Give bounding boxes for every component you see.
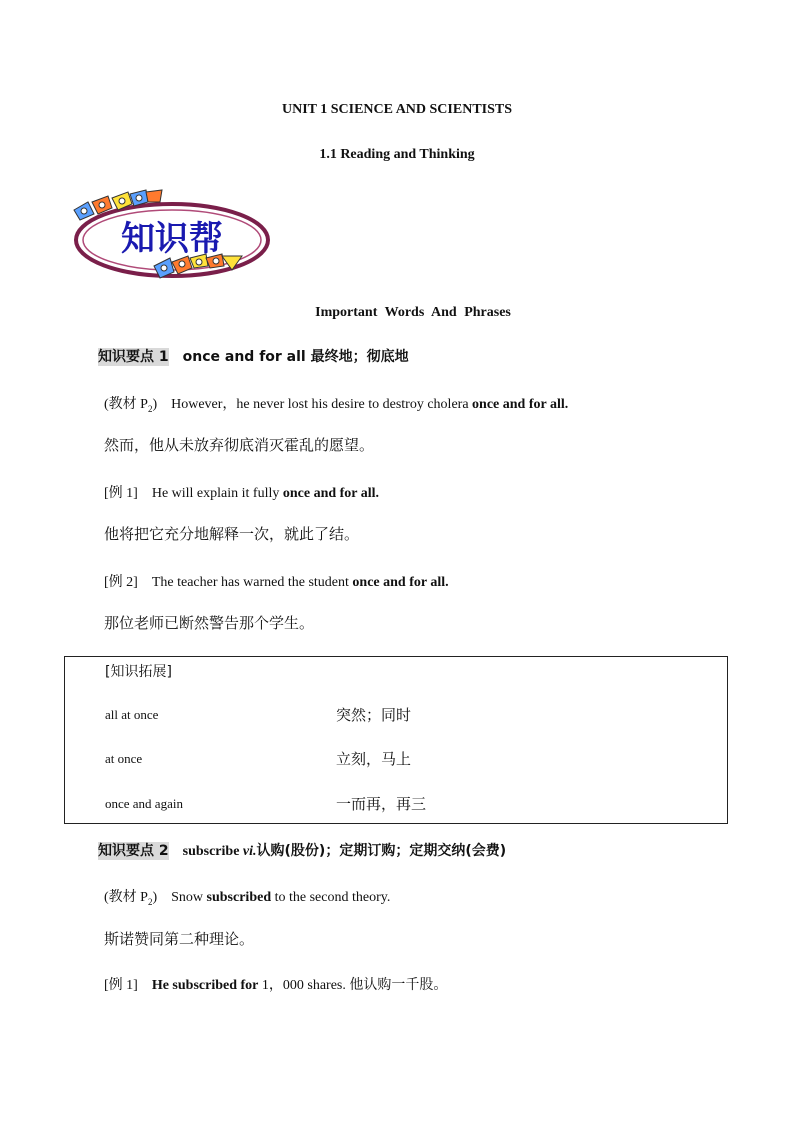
page-title: UNIT 1 SCIENCE AND SCIENTISTS	[281, 102, 513, 117]
knowledge-point-1	[98, 346, 409, 366]
example-2-1: [例 1] He subscribed for 1，000 shares. 他认购一千股。	[104, 978, 448, 993]
example-1-translation: 他将把它充分地解释一次，就此了结。	[104, 525, 360, 543]
point-phrase: once and for all 最终地；彻底地	[182, 349, 409, 365]
example-2-translation: 那位老师已断然警告那个学生。	[104, 614, 315, 632]
point-tag: 知识要点 1	[98, 349, 169, 365]
expansion-heading: [知识拓展]	[105, 664, 172, 680]
source-sentence: (教材 $P_2$) However，he never lost his desire to destroy cholera once and for all.	[104, 397, 569, 414]
zhishibang-logo	[70, 188, 276, 286]
section-title: Important Words And Phrases	[315, 305, 511, 320]
point-tag: 知识要点 2	[98, 843, 169, 859]
expansion-en-2: at once	[105, 751, 143, 766]
expansion-en-3: once and again	[105, 796, 183, 811]
source-sentence-2: (教材 $P_2$) Snow subscribed to the second theory.	[104, 890, 391, 907]
logo-text: 知识帮	[121, 219, 223, 259]
source-translation: 然而，他从未放弃彻底消灭霍乱的愿望。	[104, 436, 375, 454]
example-2: [例 2] The teacher has warned the student once and for all.	[104, 575, 449, 590]
expansion-zh-2: 立刻，马上	[336, 750, 412, 768]
expansion-en-1: all at once	[105, 707, 159, 722]
expansion-zh-3: 一而再，再三	[336, 795, 427, 813]
knowledge-expansion-box	[64, 656, 728, 824]
source-translation-2: 斯诺赞同第二种理论。	[104, 930, 255, 948]
knowledge-point-2: 知识要点 2 subscribe vi.认购(股份)；定期订购；定期交纳(会费)	[98, 843, 507, 859]
page-subtitle: 1.1 Reading and Thinking	[319, 147, 475, 162]
example-1: [例 1] He will explain it fully once and for all.	[104, 486, 380, 501]
expansion-zh-1: 突然；同时	[336, 706, 412, 724]
